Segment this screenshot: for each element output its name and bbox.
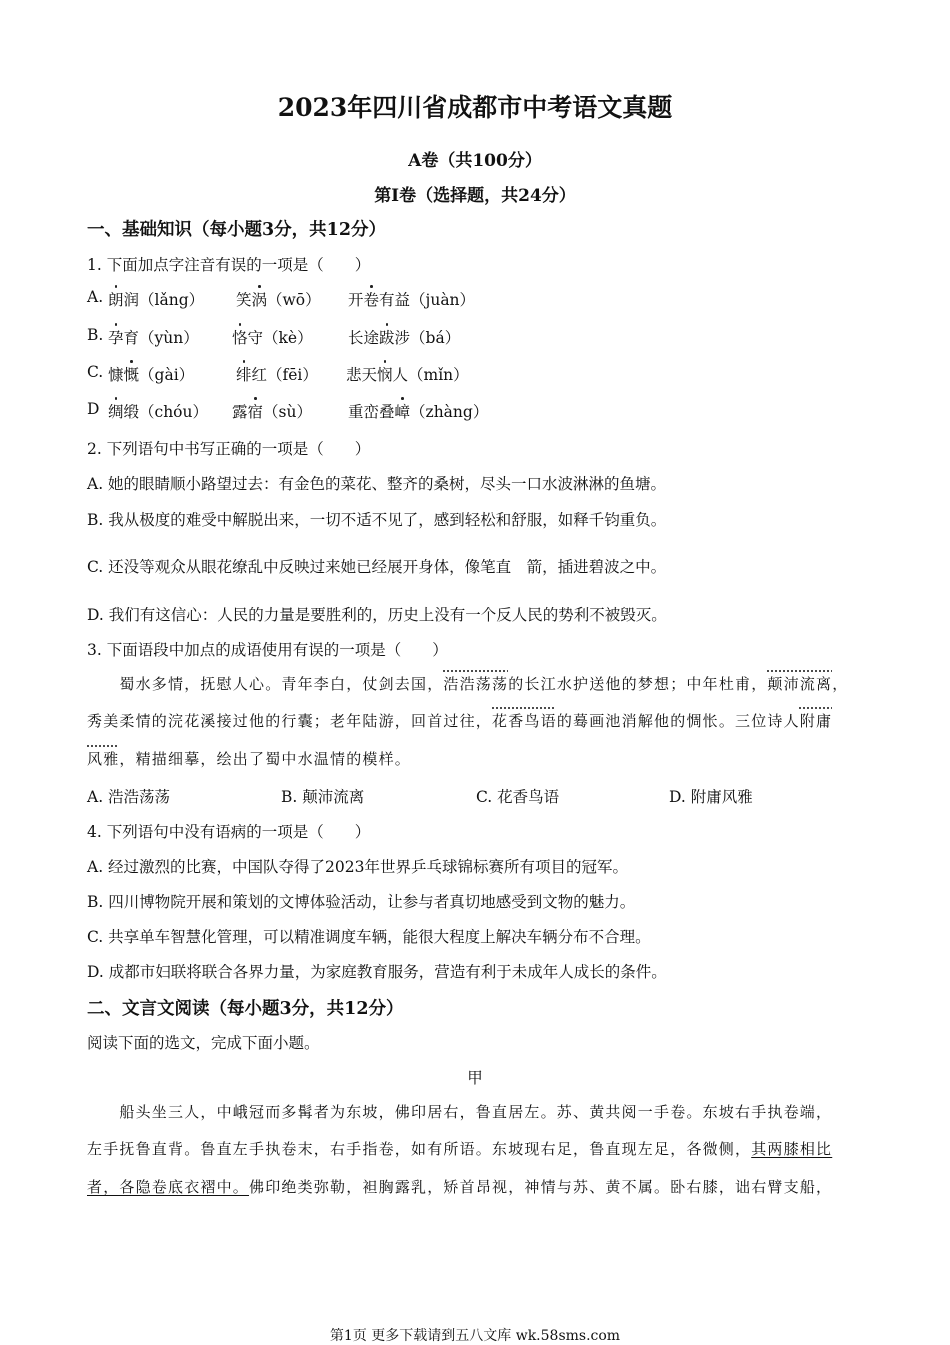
section2-heading: 二、文言文阅读（每小题3分，共12分） [87,999,404,1019]
q1-option-a-3: 开卷有益（juàn） [348,291,476,309]
underlined-sentence-part-2: 者，各隐卷底衣褶中。 [87,1178,250,1196]
q4-option-c: C. 共享单车智慧化管理，可以精准调度车辆，能很大程度上解决车辆分布不合理。 [87,928,651,946]
idiom-dianpeiliuli: 颠沛流离 [767,675,833,693]
q1-option-b-label: B. [87,326,104,344]
q1-option-d-1: 绸缎（chóu） [108,403,208,421]
q4-option-d: D. 成都市妇联将联合各界力量，为家庭教育服务，营造有利于未成年人成长的条件。 [87,963,667,981]
q1-option-c-2: 绯红（fēi） [236,366,318,384]
q4-option-b: B. 四川博物院开展和策划的文博体验活动，让参与者真切地感受到文物的魅力。 [87,893,636,911]
section2-intro: 阅读下面的选文，完成下面小题。 [87,1034,320,1052]
q2-stem: 2. 下列语句中书写正确的一项是（ ） [87,440,371,458]
q1-option-c-3: 悲天悯人（mǐn） [346,366,469,384]
passage-jia-label: 甲 [467,1069,483,1087]
q1-option-c-1: 慷慨（gài） [108,366,195,384]
q1-option-b-3: 长途跋涉（bá） [348,329,461,347]
idiom-huaxiangniaoyu: 花香鸟语 [492,712,557,730]
q4-option-a: A. 经过激烈的比赛，中国队夺得了2023年世界乒乓球锦标赛所有项目的冠军。 [87,858,628,876]
q3-option-c: C. 花香鸟语 [476,788,560,806]
idiom-haohaodangdang: 浩浩荡荡 [443,675,509,693]
q3-passage-line-3: 风雅，精描细摹，绘出了蜀中水温情的模样。 [87,750,412,768]
q2-option-a: A. 她的眼睛顺小路望过去：有金色的菜花、整齐的桑树，尽头一口水波淋淋的鱼塘。 [87,475,667,493]
page-footer: 第1页 更多下载请到五八文库 wk.58sms.com [329,1328,621,1344]
q1-option-d-2: 露宿（sù） [232,403,312,421]
q1-option-a-label: A. [87,288,104,306]
q3-passage-line-1: 蜀水多情，抚慰人心。青年李白，仗剑去国，浩浩荡荡的长江水护送他的梦想；中年杜甫，颠沛流离， [87,675,849,693]
q3-option-d: D. 附庸风雅 [669,788,753,806]
q2-option-d: D. 我们有这信心：人民的力量是要胜利的，历史上没有一个反人民的势利不被毁灭。 [87,606,667,624]
underlined-sentence-part-1: 其两膝相比 [751,1140,833,1158]
passage-line-1: 船头坐三人，中峨冠而多髯者为东坡，佛印居右，鲁直居左。苏、黄共阅一手卷。东坡右手执卷端， [87,1103,833,1121]
q3-passage-line-2: 秀美柔情的浣花溪接过他的行囊；老年陆游，回首过往，花香鸟语的蓦画池消解他的惆怅。三位诗人附庸 [87,712,833,730]
idiom-fengya: 风雅 [87,750,120,768]
q1-stem: 1. 下面加点字注音有误的一项是（ ） [87,256,371,274]
q1-option-d-3: 重峦叠嶂（zhàng） [348,403,489,421]
q1-option-d-label: D [87,400,100,418]
passage-line-2: 左手抚鲁直背。鲁直左手执卷末，右手指卷，如有所语。东坡现右足，鲁直现左足，各微侧，其两膝相比 [87,1140,833,1158]
passage-line-3: 者，各隐卷底衣褶中。佛印绝类弥勒，袒胸露乳，矫首昂视，神情与苏、黄不属。卧右膝，诎右臂支船， [87,1178,833,1196]
idiom-fuyong: 附庸 [799,712,833,730]
q4-stem: 4. 下列语句中没有语病的一项是（ ） [87,823,371,841]
part-heading: 第Ⅰ卷（选择题，共24分） [374,186,576,206]
q1-option-b-1: 孕育（yùn） [108,329,199,347]
q2-option-b: B. 我从极度的难受中解脱出来，一切不适不见了，感到轻松和舒服，如释千钧重负。 [87,511,667,529]
q2-option-c: C. 还没等观众从眼花缭乱中反映过来她已经展开身体，像笔直 箭，插进碧波之中。 [87,558,667,576]
q3-stem: 3. 下面语段中加点的成语使用有误的一项是（ ） [87,641,448,659]
q3-option-a: A. 浩浩荡荡 [87,788,171,806]
q1-option-b-2: 恪守（kè） [232,329,313,347]
section1-heading: 一、基础知识（每小题3分，共12分） [87,220,387,240]
q1-option-a-1: 朗润（lǎng） [108,291,205,309]
volume-heading: A卷（共100分） [408,151,542,171]
q1-option-c-label: C. [87,363,104,381]
page-title: 2023年四川省成都市中考语文真题 [277,93,673,122]
q3-option-b: B. 颠沛流离 [281,788,365,806]
q1-option-a-2: 笑涡（wō） [236,291,321,309]
